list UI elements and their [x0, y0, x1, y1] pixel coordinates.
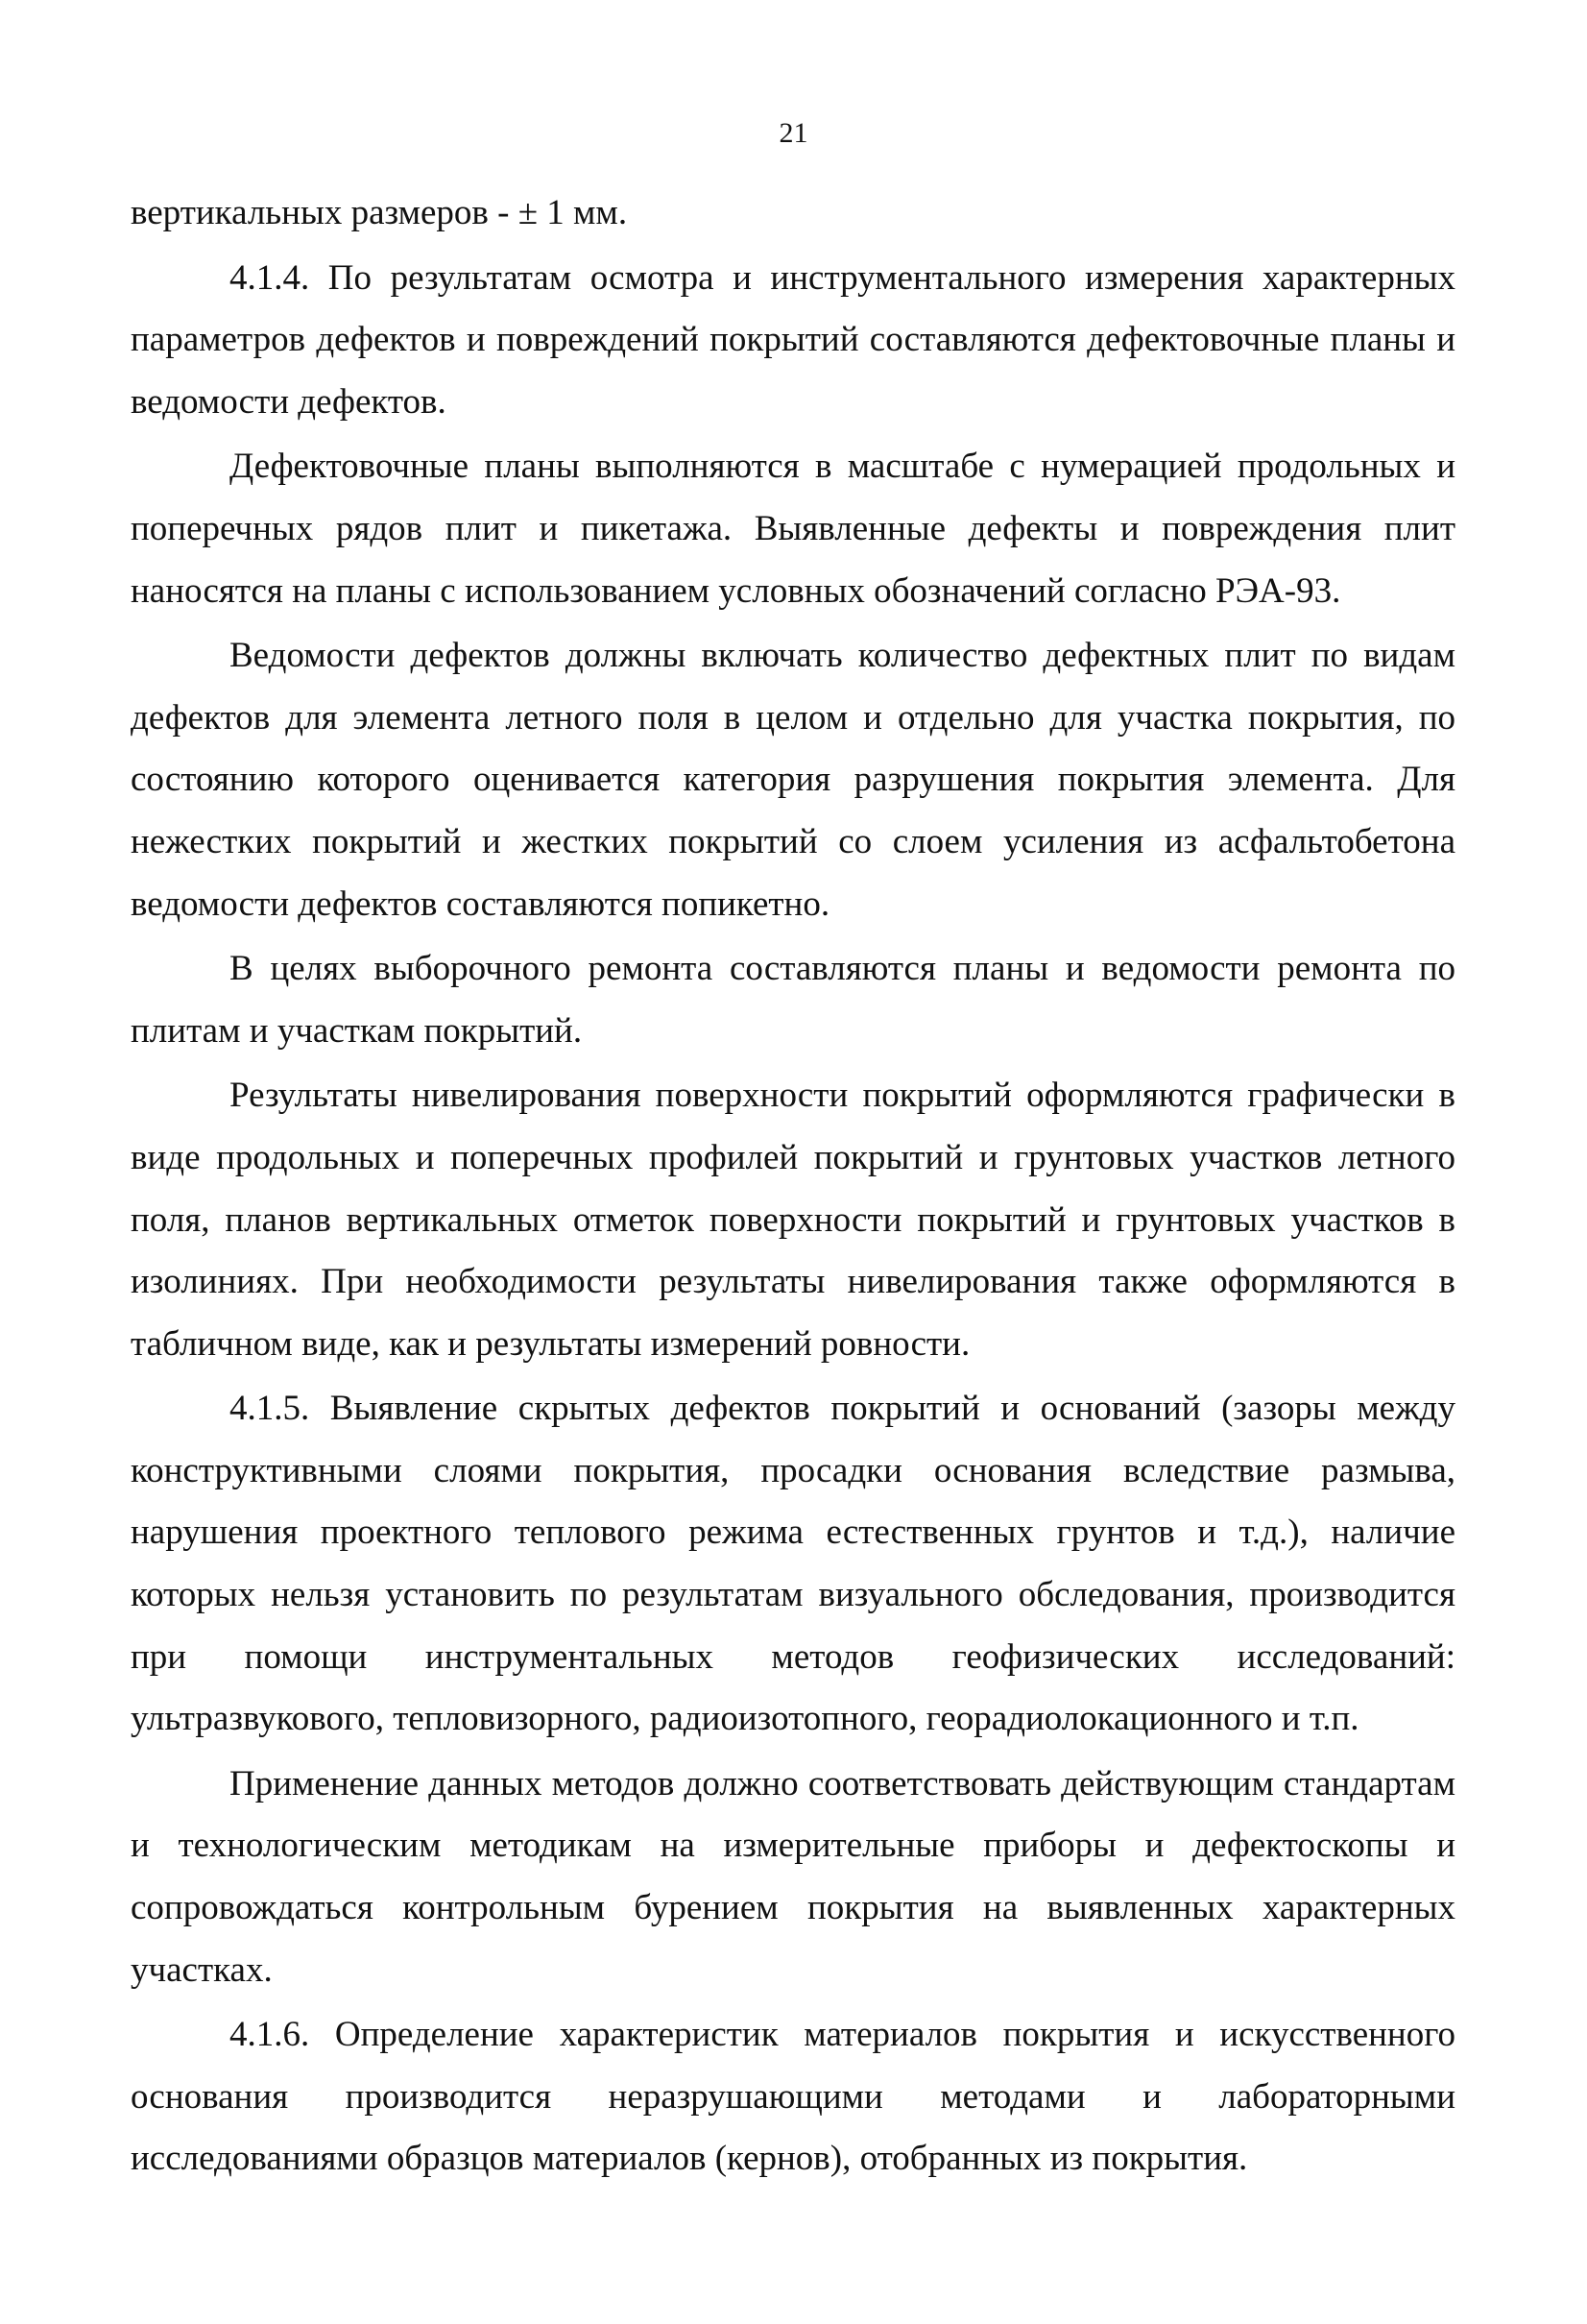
paragraph-4-1-5: 4.1.5. Выявление скрытых дефектов покрытий и оснований (зазоры между конструктивными слоями покрытия, просадки основания вследствие размыва, нарушения проектного теплового режима естественных грунтов и т.д.), наличие которых нельзя установить по результатам визуального обследования, производится при помощи инструментальных методов геофизических исследований: ультразвукового, тепловизорного, радиоизотопного, георадиолокационного и т.п. [131, 1389, 1455, 1739]
paragraph-continuation: вертикальных размеров - ± 1 мм. [131, 193, 628, 232]
paragraph-leveling-results: Результаты нивелирования поверхности покрытий оформляются графически в виде продольных и поперечных профилей покрытий и грунтовых участков летного поля, планов вертикальных отметок поверхности покрытий и грунтовых участков в изолиниях. При необходимости результаты нивелирования также оформляются в табличном виде, как и результаты измерений ровности. [131, 1076, 1455, 1364]
paragraph-defect-records: Ведомости дефектов должны включать количество дефектных плит по видам дефектов для элемента летного поля в целом и отдельно для участка покрытия, по состоянию которого оценивается категория разрушения покрытия элемента. Для нежестких покрытий и жестких покрытий со слоем усиления из асфальтобетона ведомости дефектов составляются попикетно. [131, 636, 1455, 924]
page-number: 21 [779, 117, 808, 149]
document-body [131, 182, 1455, 2191]
paragraph-selective-repair: В целях выборочного ремонта составляются планы и ведомости ремонта по плитам и участкам покрытий. [131, 949, 1455, 1051]
paragraph-methods-application: Применение данных методов должно соответствовать действующим стандартам и технологическим методикам на измерительные приборы и дефектоскопы и сопровождаться контрольным бурением покрытия на выявленных характерных участках. [131, 1763, 1455, 1990]
paragraph-defect-plans: Дефектовочные планы выполняются в масштабе с нумерацией продольных и поперечных рядов плит и пикетажа. Выявленные дефекты и повреждения плит наносятся на планы с использованием условных обозначений согласно РЭА-93. [131, 447, 1455, 611]
paragraph-4-1-4: 4.1.4. По результатам осмотра и инструментального измерения характерных параметров дефектов и повреждений покрытий составляются дефектовочные планы и ведомости дефектов. [131, 257, 1455, 422]
paragraph-4-1-6: 4.1.6. Определение характеристик материалов покрытия и искусственного основания производится неразрушающими методами и лабораторными исследованиями образцов материалов (кернов), отобранных из покрытия. [131, 2015, 1455, 2179]
